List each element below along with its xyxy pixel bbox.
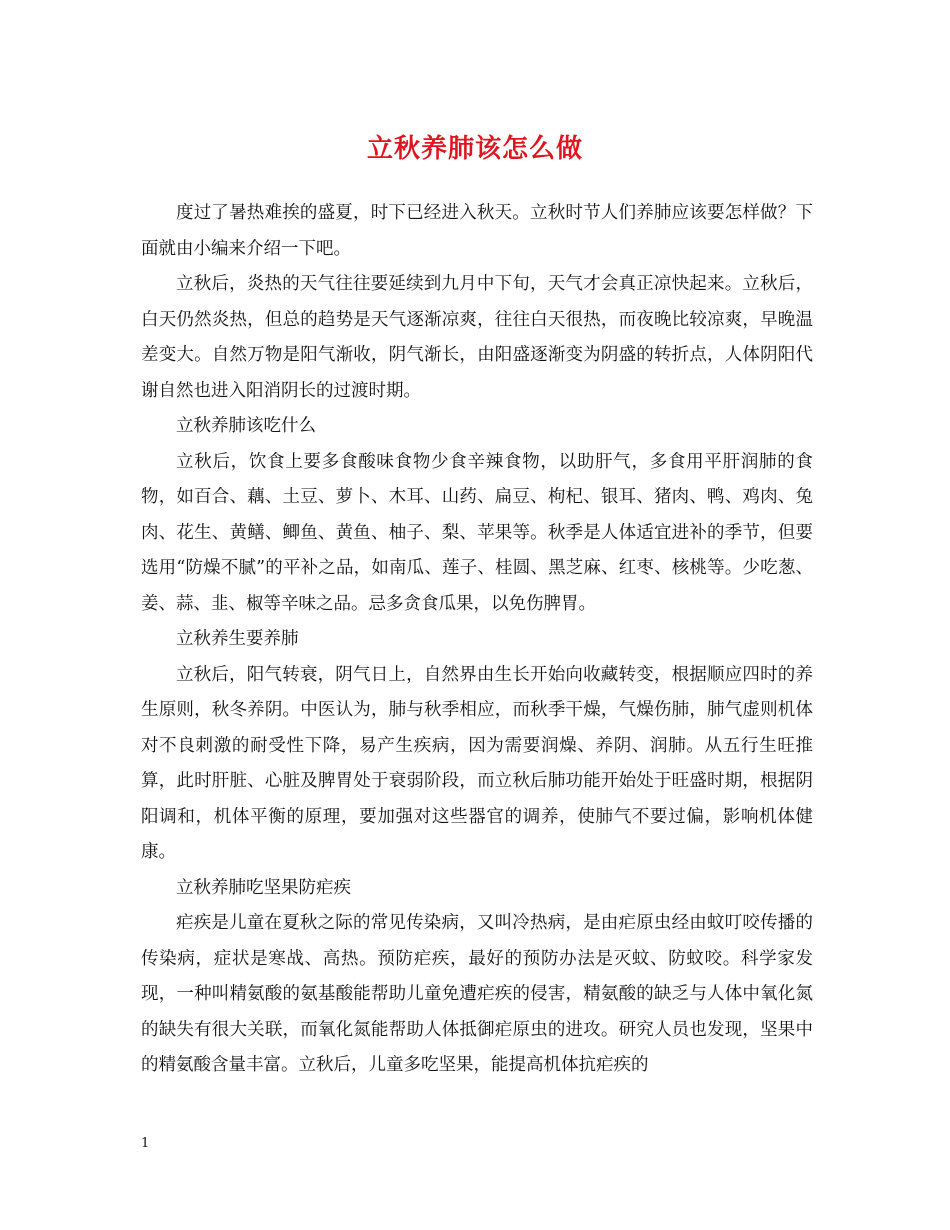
document-body — [141, 196, 813, 1084]
paragraph-nuts-malaria: 疟疾是儿童在夏秋之际的常见传染病，又叫冷热病，是由疟原虫经由蚊叮咬传播的传染病，症状是寒战、高热。预防疟疾，最好的预防办法是灭蚊、防蚊咬。科学家发现，一种叫精氨酸的氨基酸能帮助儿童免遭疟疾的侵害，精氨酸的缺乏与人体中氧化氮的缺失有很大关联，而氧化氮能帮助人体抵御疟原虫的进攻。研究人员也发现，坚果中的精氨酸含量丰富。立秋后，儿童多吃坚果，能提高机体抗疟疾的 — [141, 913, 813, 1075]
paragraph-diet: 立秋后，饮食上要多食酸味食物少食辛辣食物，以助肝气，多食用平肝润肺的食物，如百合、藕、土豆、萝卜、木耳、山药、扁豆、枸杞、银耳、猪肉、鸭、鸡肉、兔肉、花生、黄鳝、鲫鱼、黄鱼、柚子、梨、苹果等。秋季是人体适宜进补的季节，但要选用“防燥不腻”的平补之品，如南瓜、莲子、桂圆、黑芝麻、红枣、核桃等。少吃葱、姜、蒜、韭、椒等辛味之品。忌多贪食瓜果，以免伤脾胃。 — [141, 451, 813, 614]
page-title: 立秋养肺该怎么做 — [366, 134, 583, 164]
paragraph-weather: 立秋后，炎热的天气往往要延续到九月中下旬，天气才会真正凉快起来。立秋后，白天仍然炎热，但总的趋势是天气逐渐凉爽，往往白天很热，而夜晚比较凉爽，早晚温差变大。自然万物是阳气渐收，阴气渐长，由阳盛逐渐变为阴盛的转折点，人体阴阳代谢自然也进入阳消阴长的过渡时期。 — [141, 274, 813, 401]
section-heading-nuts-malaria: 立秋养肺吃坚果防疟疾 — [176, 877, 351, 898]
page-number: 1 — [141, 1136, 150, 1151]
paragraph-nourish-lung: 立秋后，阳气转衰，阴气日上，自然界由生长开始向收藏转变，根据顺应四时的养生原则，秋冬养阴。中医认为，肺与秋季相应，而秋季干燥，气燥伤肺，肺气虚则机体对不良刺激的耐受性下降，易产生疾病，因为需要润燥、养阴、润肺。从五行生旺推算，此时肝脏、心脏及脾胃处于衰弱阶段，而立秋后肺功能开始处于旺盛时期，根据阴阳调和，机体平衡的原理，要加强对这些器官的调养，使肺气不要过偏，影响机体健康。 — [141, 664, 813, 862]
paragraph-intro: 度过了暑热难挨的盛夏，时下已经进入秋天。立秋时节人们养肺应该要怎样做？下面就由小编来介绍一下吧。 — [141, 203, 813, 259]
section-heading-diet: 立秋养肺该吃什么 — [176, 416, 316, 436]
section-heading-nourish-lung: 立秋养生要养肺 — [176, 629, 299, 649]
